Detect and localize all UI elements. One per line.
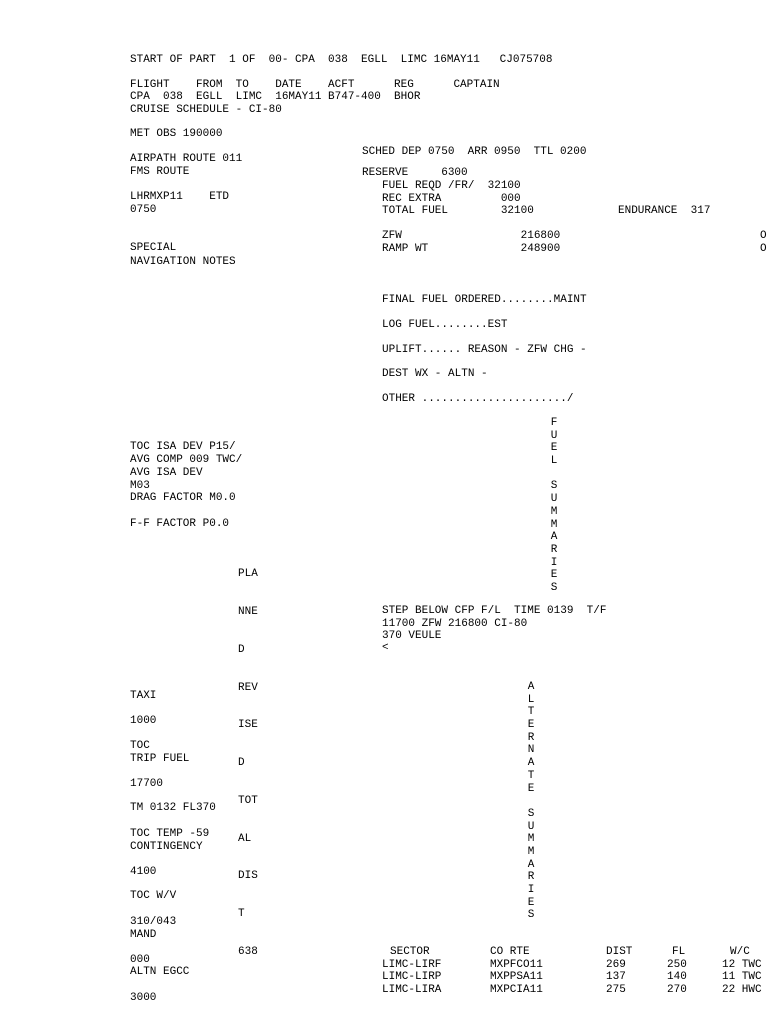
toc-wv-value: 310/043 [130,916,177,928]
drag-factor: DRAG FACTOR M0.0 [130,492,236,504]
vertical-letter: A [527,757,535,770]
alt-header-fl: FL [672,946,686,958]
zfw-line: ZFW 216800 [382,230,561,242]
vertical-letter: U [550,493,558,506]
zfw-edge-text: O [760,230,767,242]
sched-dep-arr: SCHED DEP 0750 ARR 0950 TTL 0200 [362,146,587,158]
tm-fl-line: TM 0132 FL370 [130,802,216,814]
vertical-letter: E [550,442,558,455]
vertical-letter: I [527,884,535,896]
mand-value: 000 [130,954,150,966]
toc-temp: TOC TEMP -59 [130,828,210,840]
vertical-letter: E [527,782,535,795]
vertical-letter: U [550,429,558,442]
vertical-letter: L [550,455,558,468]
met-obs: MET OBS 190000 [130,128,223,140]
route-etd: LHRMXP11 ETD [130,191,230,203]
vertical-letter: R [527,731,535,744]
alt-row-2-route: MXPPSA11 [490,971,543,983]
ramp-edge-text: O [760,243,767,255]
flight-column-headers: FLIGHT FROM TO DATE ACFT REG CAPTAIN [130,79,500,91]
vertical-letter: S [550,581,558,594]
vertical-letter: M [527,845,535,858]
step-detail: 11700 ZFW 216800 CI-80 [382,618,528,630]
altn-label: ALTN EGCC [130,966,190,978]
dest-wx: DEST WX - ALTN - [382,368,488,380]
taxi-label: TAXI [130,690,157,702]
vertical-letter: S [527,807,535,820]
vertical-letter: S [550,480,558,493]
alt-row-2-wc: 11 TWC [722,971,762,983]
alt-row-3-fl: 270 [667,984,687,996]
vertical-letter: M [527,833,535,846]
planned-col-line: T [238,908,245,921]
alt-header-co-rte: CO RTE [490,946,530,958]
uplift-reason: UPLIFT...... REASON - ZFW CHG - [382,344,587,356]
vertical-letter: E [527,719,535,732]
toc-isa-dev: TOC ISA DEV P15/ [130,441,236,453]
planned-col-line: D [238,643,245,656]
special-label: SPECIAL [130,242,177,254]
planned-col-line: DIS [238,870,258,883]
alt-row-1-dist: 269 [606,959,626,971]
altn-value: 3000 [130,992,157,1004]
total-dist-value: 638 [238,946,258,958]
alt-row-1-sector: LIMC-LIRF [382,959,442,971]
vertical-letter: I [550,556,558,569]
step-arrow: < [382,642,389,654]
trip-fuel-value: 17700 [130,778,164,790]
planned-col-line: ISE [238,719,258,732]
vertical-letter: R [550,543,558,556]
vertical-letter: L [527,693,535,706]
log-fuel: LOG FUEL........EST [382,319,508,331]
fms-route-label: FMS ROUTE [130,166,190,178]
alt-row-3-wc: 22 HWC [722,984,762,996]
fuel-reqd: FUEL REQD /FR/ 32100 [382,180,521,192]
alt-row-1-fl: 250 [667,959,687,971]
avg-comp: AVG COMP 009 TWC/ [130,454,243,466]
vertical-letter: A [550,531,558,544]
planned-col-line: NNE [238,605,258,618]
vertical-letter: T [527,769,535,782]
step-below-cfp: STEP BELOW CFP F/L TIME 0139 T/F [382,605,607,617]
vertical-letter: S [527,909,535,922]
flight-values: CPA 038 EGLL LIMC 16MAY11 B747-400 BHOR [130,91,421,103]
vertical-letter: R [527,871,535,884]
toc-wv-label: TOC W/V [130,890,177,902]
trip-fuel-label: TRIP FUEL [130,753,190,765]
vertical-letter: N [527,744,535,757]
final-fuel-ordered: FINAL FUEL ORDERED........MAINT [382,294,587,306]
contingency-label: CONTINGENCY [130,841,203,853]
alt-header-dist: DIST [606,946,633,958]
vertical-letter [524,795,538,808]
planned-col-line: TOT [238,794,258,807]
fuel-summaries-vertical [547,417,561,595]
alt-row-2-fl: 140 [667,971,687,983]
alt-row-2-sector: LIMC-LIRP [382,971,442,983]
vertical-letter: A [527,681,535,693]
airpath-route: AIRPATH ROUTE 011 [130,153,243,165]
vertical-letter: U [527,820,535,833]
vertical-letter [547,468,561,481]
cruise-schedule: CRUISE SCHEDULE - CI-80 [130,104,282,116]
navigation-notes-label: NAVIGATION NOTES [130,256,236,268]
alt-row-3-sector: LIMC-LIRA [382,984,442,996]
planned-revised-total-dist [238,543,258,971]
mand-label: MAND [130,929,157,941]
planned-col-line: AL [238,832,252,845]
reserve-line: RESERVE 6300 [362,167,468,179]
alt-row-3-dist: 275 [606,984,626,996]
vertical-letter: T [527,706,535,719]
vertical-letter: E [550,569,558,582]
alt-header-wc: W/C [730,946,750,958]
contingency-value: 4100 [130,866,157,878]
planned-col-line: D [238,757,245,770]
step-fl-waypoint: 370 VEULE [382,630,442,642]
alt-row-2-dist: 137 [606,971,626,983]
ramp-wt-line: RAMP WT 248900 [382,243,561,255]
ff-factor: F-F FACTOR P0.0 [130,518,230,530]
planned-col-line: PLA [238,568,258,581]
total-fuel: TOTAL FUEL 32100 [382,205,534,217]
vertical-letter: M [550,518,558,531]
alt-row-3-route: MXPCIA11 [490,984,543,996]
alternate-summaries-vertical [524,681,538,922]
vertical-letter: A [527,858,535,871]
m03-value: M03 [130,480,150,492]
etd-value: 0750 [130,204,157,216]
vertical-letter: M [550,505,558,518]
alt-row-1-wc: 12 TWC [722,959,762,971]
planned-col-line: REV [238,681,258,694]
alt-row-1-route: MXPFCO11 [490,959,543,971]
vertical-letter: E [527,896,535,909]
vertical-letter: F [550,417,558,429]
toc-label: TOC [130,740,150,752]
avg-isa-dev: AVG ISA DEV [130,467,203,479]
other-line: OTHER ....................../ [382,393,574,405]
alt-header-sector: SECTOR [390,946,430,958]
rec-extra: REC EXTRA 000 [382,193,521,205]
taxi-value: 1000 [130,715,157,727]
part-header: START OF PART 1 OF 00- CPA 038 EGLL LIMC 16MAY11 CJ075708 [130,54,553,66]
endurance: ENDURANCE 317 [618,205,711,217]
